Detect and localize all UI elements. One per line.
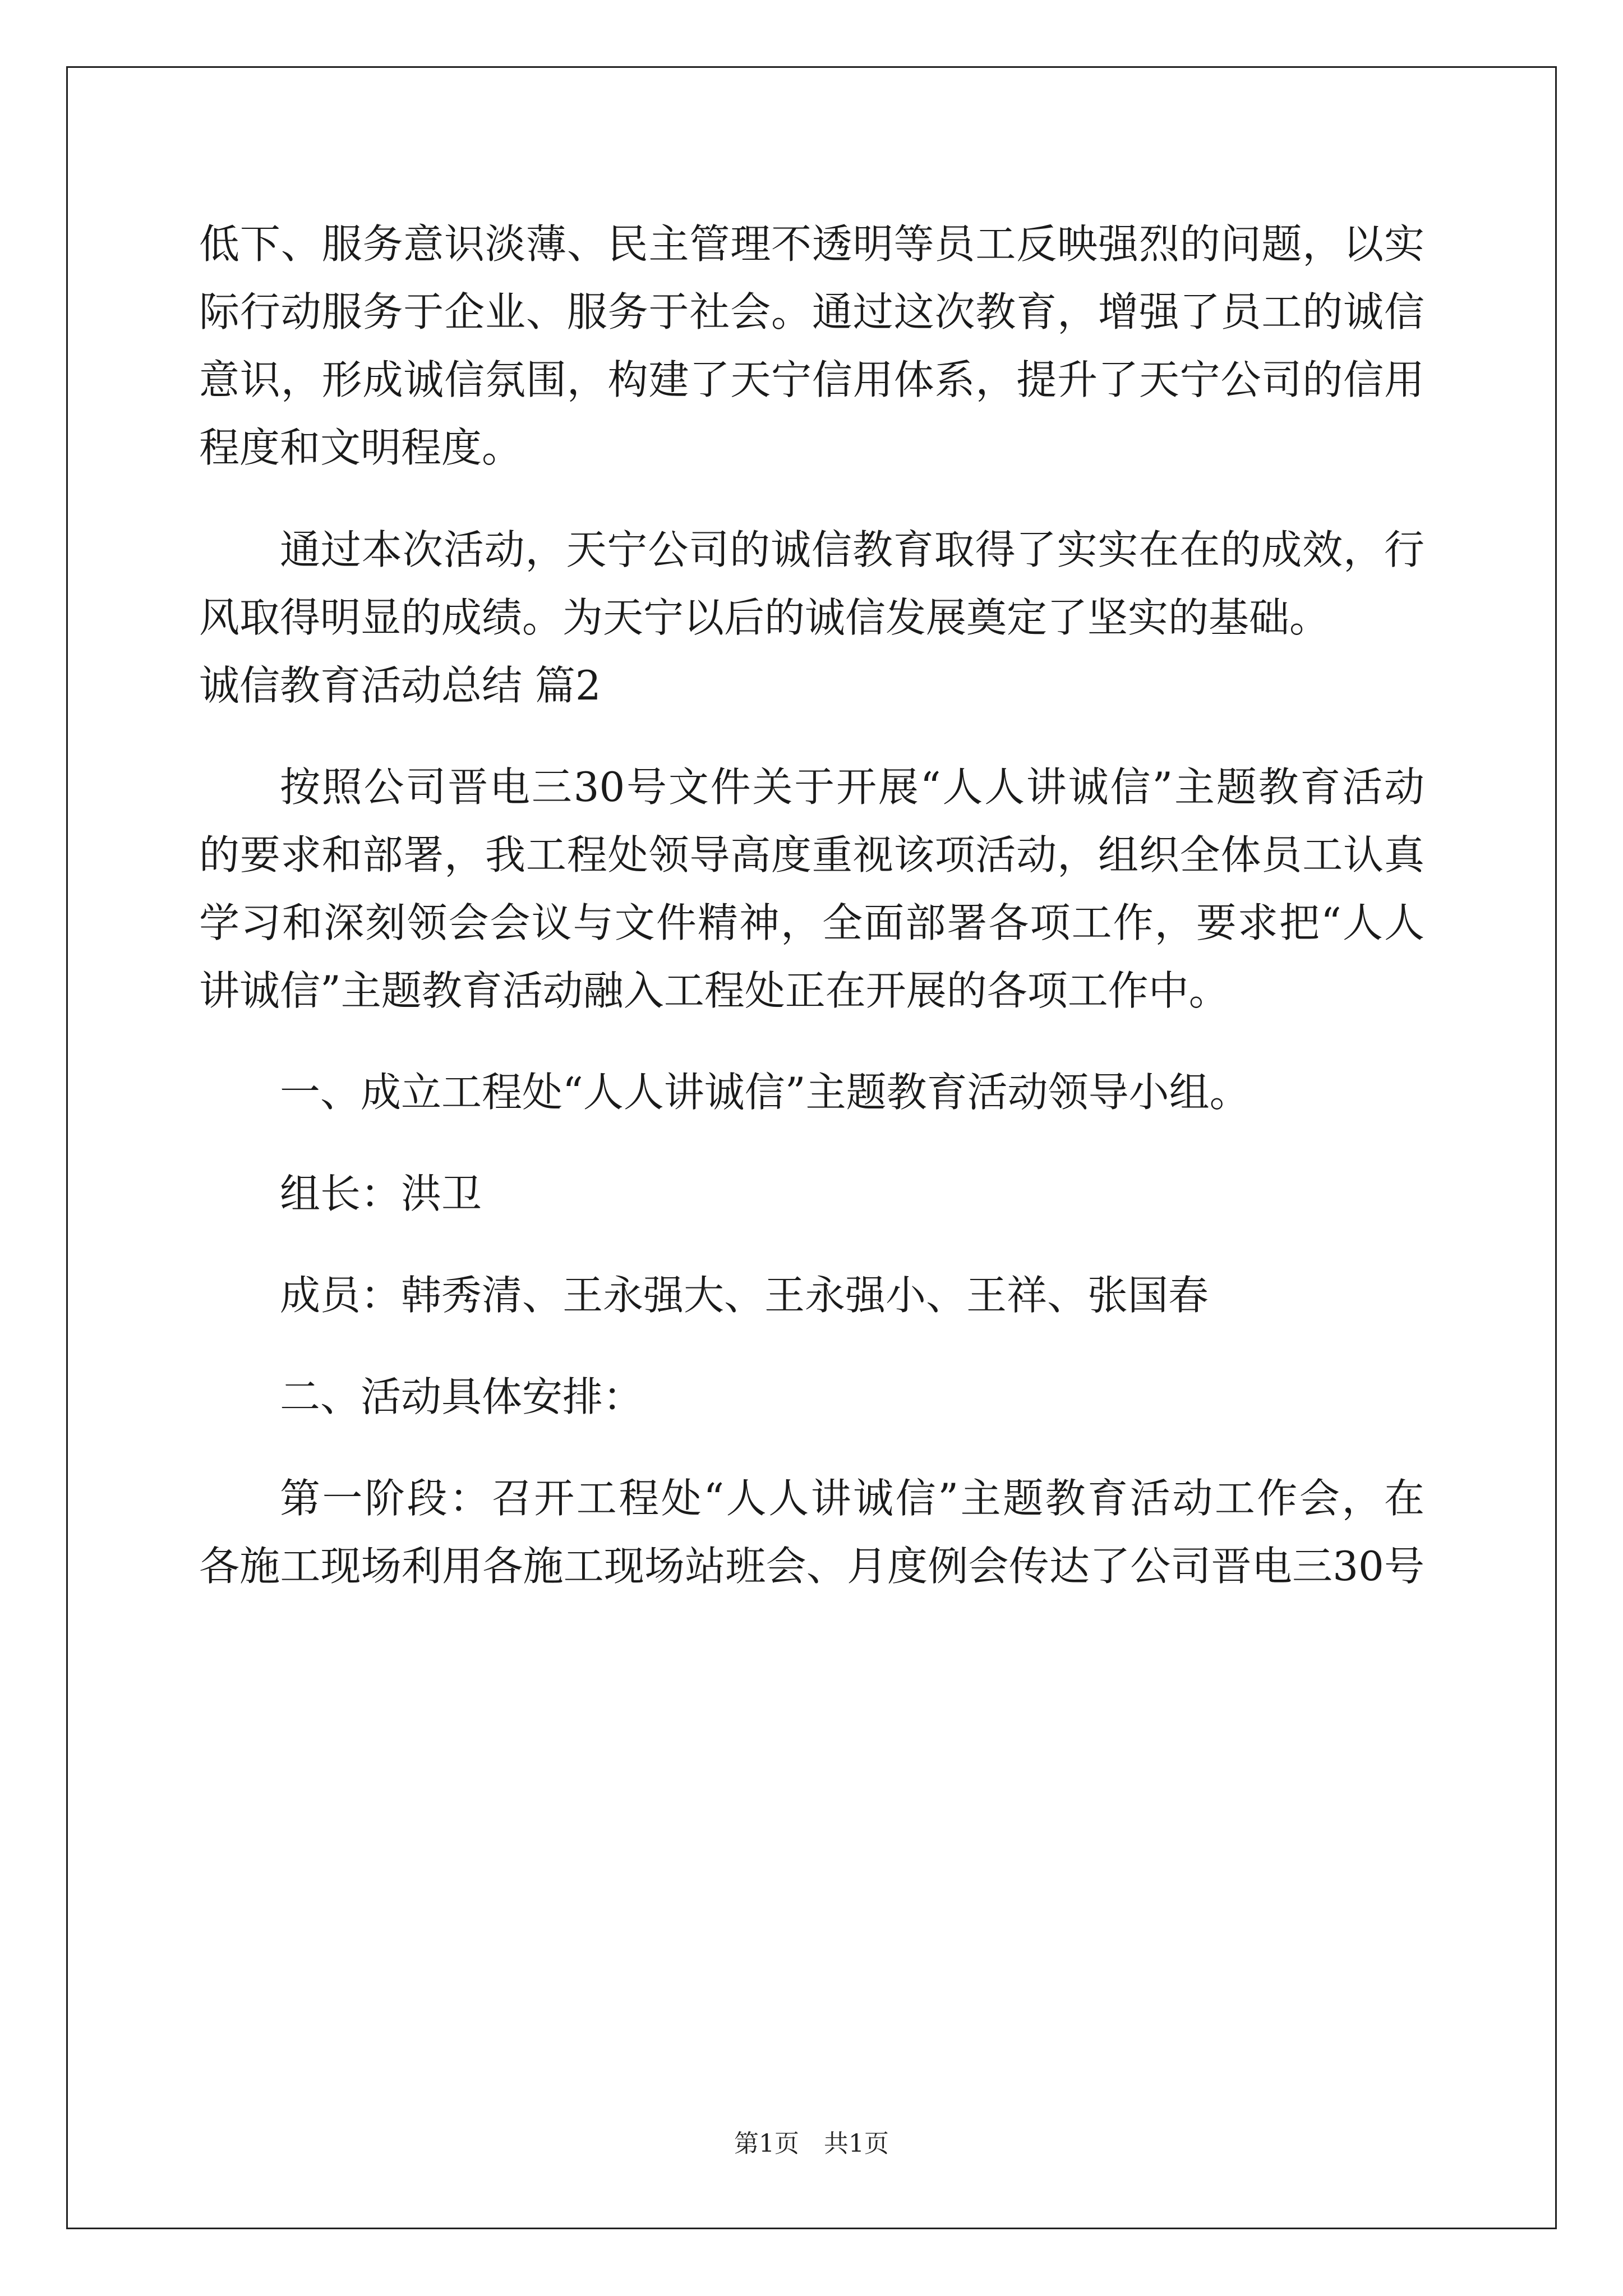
paragraph-line-3: 意识，形成诚信氛围，构建了天宁信用体系，提升了天宁公司的信用: [199, 356, 1424, 403]
paragraph-line-17: 各施工现场利用各施工现场站班会、月度例会传达了公司晋电三30号: [199, 1543, 1424, 1590]
paragraph-line-6: 风取得明显的成绩。为天宁以后的诚信发展奠定了坚实的基础。: [199, 594, 1330, 641]
paragraph-line-8: 按照公司晋电三30号文件关于开展“人人讲诚信”主题教育活动: [280, 763, 1424, 811]
list-item-members: 成员：韩秀清、王永强大、王永强小、王祥、张国春: [280, 1272, 1209, 1319]
list-item-arrangement: 二、活动具体安排：: [280, 1373, 644, 1420]
paragraph-line-16: 第一阶段：召开工程处“人人讲诚信”主题教育活动工作会，在: [280, 1475, 1424, 1522]
paragraph-line-2: 际行动服务于企业、服务于社会。通过这次教育，增强了员工的诚信: [199, 288, 1424, 335]
paragraph-line-1: 低下、服务意识淡薄、民主管理不透明等员工反映强烈的问题，以实: [199, 220, 1424, 268]
list-item-leadership-group: 一、成立工程处“人人讲诚信”主题教育活动领导小组。: [280, 1069, 1250, 1116]
section-heading: 诚信教育活动总结 篇2: [199, 662, 601, 709]
paragraph-line-5: 通过本次活动，天宁公司的诚信教育取得了实实在在的成效，行: [280, 526, 1424, 573]
paragraph-line-11: 讲诚信”主题教育活动融入工程处正在开展的各项工作中。: [199, 967, 1229, 1014]
page-footer: 第1页 共1页: [734, 2129, 889, 2158]
paragraph-line-4: 程度和文明程度。: [199, 424, 523, 471]
list-item-group-leader: 组长：洪卫: [280, 1170, 482, 1217]
paragraph-line-9: 的要求和部署，我工程处领导高度重视该项活动，组织全体员工认真: [199, 831, 1424, 878]
paragraph-line-10: 学习和深刻领会会议与文件精神，全面部署各项工作，要求把“人人: [199, 899, 1424, 946]
